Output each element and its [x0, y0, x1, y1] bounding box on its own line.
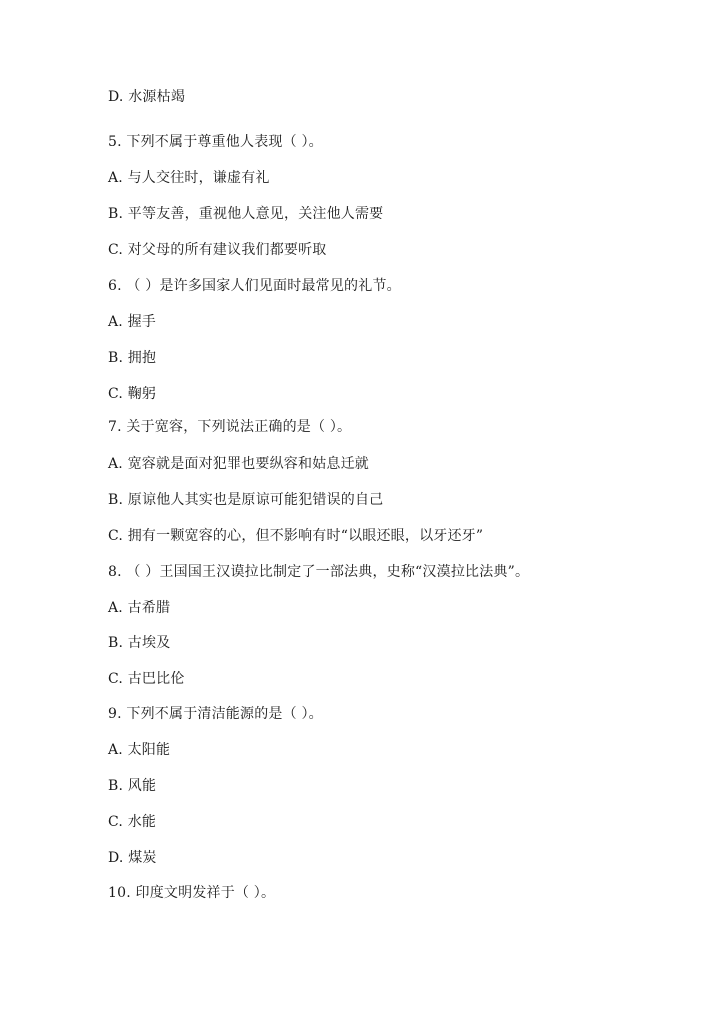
option-c-q5: C. 对父母的所有建议我们都要听取 — [108, 242, 327, 258]
option-b-q9: B. 风能 — [108, 778, 157, 794]
question-8: 8. （ ）王国国王汉谟拉比制定了一部法典，史称“汉漠拉比法典”。 — [108, 564, 530, 580]
question-9: 9. 下列不属于清洁能源的是（ ）。 — [108, 706, 323, 722]
option-b-q5: B. 平等友善，重视他人意见，关注他人需要 — [108, 206, 384, 222]
option-c-q6: C. 鞠躬 — [108, 386, 157, 402]
option-c-q8: C. 古巴比伦 — [108, 671, 185, 687]
option-a-q7: A. 宽容就是面对犯罪也要纵容和姑息迁就 — [108, 456, 370, 472]
option-a-q5: A. 与人交往时，谦虚有礼 — [108, 170, 270, 186]
option-c-q7: C. 拥有一颗宽容的心，但不影响有时“以眼还眼，以牙还牙” — [108, 528, 484, 544]
option-c-q9: C. 水能 — [108, 814, 157, 830]
option-b-q7: B. 原谅他人其实也是原谅可能犯错误的自己 — [108, 492, 384, 508]
option-b-q8: B. 古埃及 — [108, 635, 171, 651]
question-7: 7. 关于宽容，下列说法正确的是（ ）。 — [108, 419, 352, 435]
option-a-q9: A. 太阳能 — [108, 742, 171, 758]
option-d-q4: D. 水源枯竭 — [108, 89, 186, 105]
option-d-q9: D. 煤炭 — [108, 850, 157, 866]
option-a-q6: A. 握手 — [108, 314, 157, 330]
question-5: 5. 下列不属于尊重他人表现（ ）。 — [108, 134, 323, 150]
question-6: 6. （ ）是许多国家人们见面时最常见的礼节。 — [108, 278, 401, 294]
option-a-q8: A. 古希腊 — [108, 600, 171, 616]
question-10: 10. 印度文明发祥于（ ）。 — [108, 885, 276, 901]
option-b-q6: B. 拥抱 — [108, 350, 157, 366]
